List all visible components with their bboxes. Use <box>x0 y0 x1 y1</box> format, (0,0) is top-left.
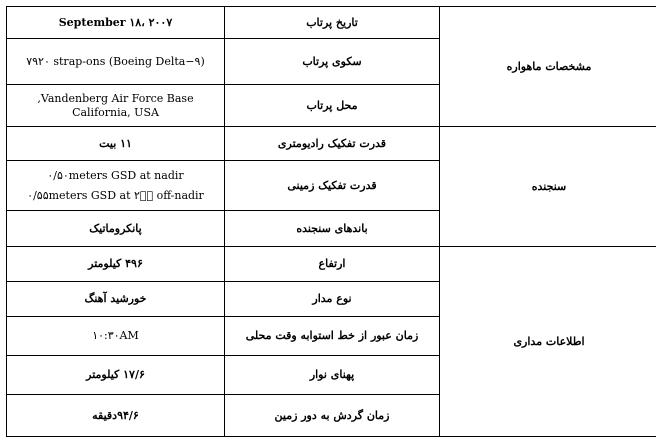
param-ground-resolution: قدرت تفکیک زمینی <box>225 161 440 211</box>
param-launch-date: تاریخ پرتاب <box>225 7 440 39</box>
value-altitude: ۴۹۶ کیلومتر <box>7 247 225 282</box>
value-launch-date: ۲۰۰۷ ،September ۱۸ <box>7 7 225 39</box>
value-orbital-period: ۹۴/۶دقیقه <box>7 395 225 437</box>
value-ground-resolution <box>7 161 225 211</box>
value-radiometric-resolution: ۱۱ بیت <box>7 127 225 161</box>
value-orbit-type: خورشید آهنگ <box>7 282 225 317</box>
table-row <box>7 247 656 282</box>
table-row <box>7 7 656 39</box>
param-launch-site: محل پرتاب <box>225 85 440 127</box>
value-sensor-bands: پانکروماتیک <box>7 211 225 247</box>
value-ground-resolution-line-2: ۰/۵۵meters GSD at ۲۰⃞ off-nadir <box>27 188 204 202</box>
value-launch-platform: (Boeing Delta−۹) ۷۹۲۰ strap-ons <box>7 39 225 85</box>
value-launch-site-line-2: California, USA <box>72 105 159 119</box>
param-altitude: ارتفاع <box>225 247 440 282</box>
table-row <box>7 127 656 161</box>
param-swath-width: پهنای نوار <box>225 356 440 395</box>
group-sensor: سنجنده <box>440 127 656 247</box>
value-equator-crossing-time: ۱۰:۳۰AM <box>7 317 225 356</box>
param-radiometric-resolution: قدرت تفکیک رادیومتری <box>225 127 440 161</box>
group-satellite: مشخصات ماهواره <box>440 7 656 127</box>
value-launch-site <box>7 85 225 127</box>
param-launch-platform: سکوی پرتاب <box>225 39 440 85</box>
group-orbit: اطلاعات مداری <box>440 247 656 437</box>
param-orbital-period: زمان گردش به دور زمین <box>225 395 440 437</box>
param-sensor-bands: باندهای سنجنده <box>225 211 440 247</box>
value-launch-site-line-1: Vandenberg Air Force Base, <box>37 91 194 105</box>
satellite-spec-table <box>6 6 656 437</box>
param-orbit-type: نوع مدار <box>225 282 440 317</box>
value-swath-width: ۱۷/۶ کیلومتر <box>7 356 225 395</box>
value-ground-resolution-line-1: ۰/۵۰meters GSD at nadir <box>47 168 184 182</box>
param-equator-crossing-time: زمان عبور از خط استوابه وقت محلی <box>225 317 440 356</box>
